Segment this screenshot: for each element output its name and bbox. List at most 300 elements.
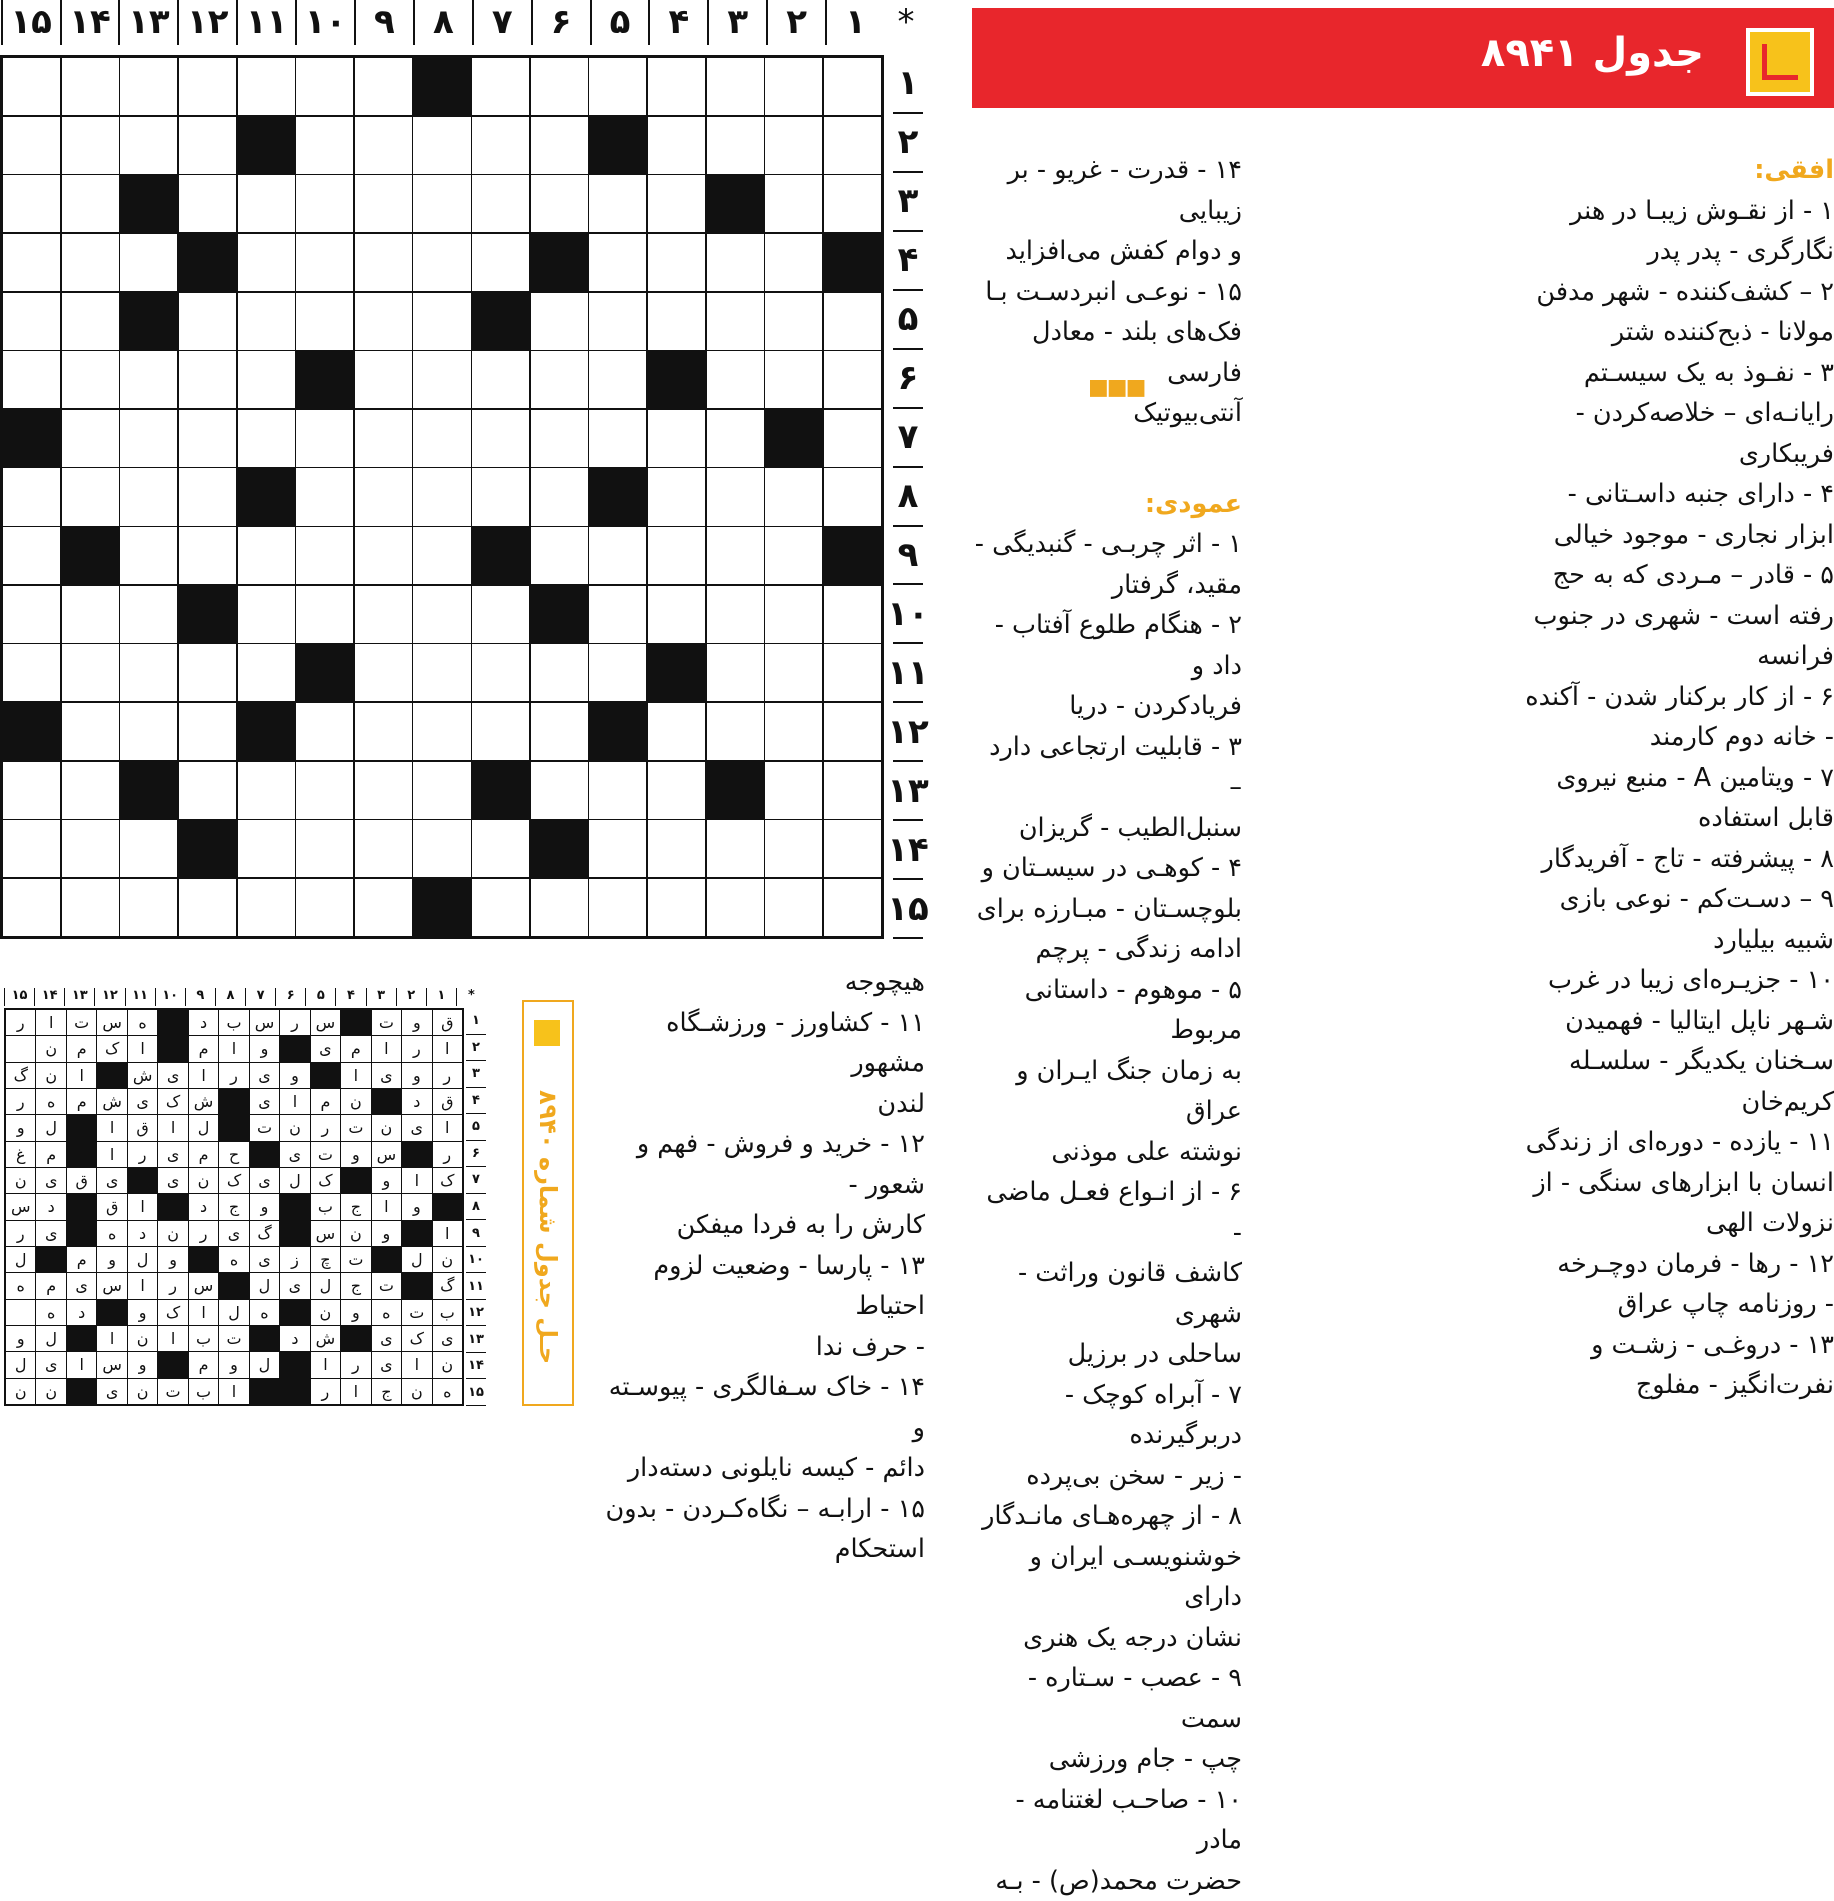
grid-cell[interactable] [3, 879, 60, 936]
grid-cell[interactable] [413, 762, 470, 819]
grid-cell[interactable] [120, 644, 177, 701]
grid-cell[interactable] [179, 117, 236, 174]
solution-cell: س [97, 1352, 126, 1377]
grid-cell[interactable] [589, 175, 646, 232]
grid-cell[interactable] [824, 58, 881, 115]
grid-cell[interactable] [707, 293, 764, 350]
clue-line: مولانا - ذبح‌کننده شتر [1298, 312, 1834, 353]
grid-cell[interactable] [531, 762, 588, 819]
solution-cell: ا [97, 1115, 126, 1140]
solution-cell: ی [433, 1326, 462, 1351]
clues-vertical-heading: عمودی: [972, 484, 1242, 525]
clue-line: شبیه بیلیارد [1298, 920, 1834, 961]
grid-cell[interactable] [179, 175, 236, 232]
clue-line: سنبل‌الطیب - گریزان [972, 808, 1242, 849]
solution-cell: ش [311, 1326, 340, 1351]
black-cell [765, 410, 822, 467]
solution-cell: ت [341, 1247, 370, 1272]
arrow-mark [1762, 44, 1798, 80]
solution-cell: ی [36, 1221, 65, 1246]
grid-cell[interactable] [120, 527, 177, 584]
grid-cell[interactable] [238, 527, 295, 584]
clue-line: ۶ - از کار برکنار شدن - آکنده [1298, 677, 1834, 718]
grid-cell[interactable] [120, 703, 177, 760]
solution-cell: ر [158, 1273, 187, 1298]
grid-cell[interactable] [238, 820, 295, 877]
grid-cell[interactable] [472, 586, 529, 643]
grid-cell[interactable] [355, 762, 412, 819]
solution-cell: ا [67, 1352, 96, 1377]
grid-cell[interactable] [413, 586, 470, 643]
grid-cell[interactable] [589, 644, 646, 701]
column-number: ۱۰ [295, 0, 354, 45]
grid-cell[interactable] [238, 58, 295, 115]
grid-cell[interactable] [3, 468, 60, 525]
grid-cell[interactable] [765, 644, 822, 701]
column-number: ۵ [590, 0, 649, 45]
solution-black-cell [189, 1247, 218, 1272]
solution-cell: ا [189, 1063, 218, 1088]
grid-cell[interactable] [3, 58, 60, 115]
solution-cell: ن [36, 1063, 65, 1088]
solution-cell: و [250, 1036, 279, 1061]
grid-cell[interactable] [179, 527, 236, 584]
solution-cell: ا [189, 1300, 218, 1325]
grid-cell[interactable] [707, 58, 764, 115]
grid-cell[interactable] [707, 703, 764, 760]
grid-cell[interactable] [355, 410, 412, 467]
grid-cell[interactable] [648, 879, 705, 936]
solution-row-number: ۱۴ [466, 1353, 486, 1380]
solution-cell: ک [311, 1168, 340, 1193]
grid-cell[interactable] [413, 703, 470, 760]
clues-horizontal [1298, 150, 1834, 1406]
grid-cell[interactable] [765, 468, 822, 525]
column-number: ۳ [707, 0, 766, 45]
grid-cell[interactable] [355, 820, 412, 877]
grid-cell[interactable] [648, 703, 705, 760]
grid-cell[interactable] [765, 762, 822, 819]
grid-cell[interactable] [3, 527, 60, 584]
grid-cell[interactable] [413, 644, 470, 701]
grid-cell[interactable] [238, 293, 295, 350]
grid-cell[interactable] [824, 703, 881, 760]
grid-cell[interactable] [355, 644, 412, 701]
solution-cell: ت [250, 1115, 279, 1140]
grid-cell[interactable] [120, 586, 177, 643]
solution-cell: ی [280, 1142, 309, 1167]
grid-cell[interactable] [472, 879, 529, 936]
grid-cell[interactable] [62, 117, 119, 174]
grid-cell[interactable] [179, 703, 236, 760]
solution-cell: ر [6, 1010, 35, 1035]
solution-cell: ی [36, 1168, 65, 1193]
grid-cell[interactable] [531, 410, 588, 467]
grid-cell[interactable] [296, 820, 353, 877]
grid-cell[interactable] [296, 234, 353, 291]
grid-cell[interactable] [3, 293, 60, 350]
grid-cell[interactable] [355, 117, 412, 174]
solution-cell: ه [128, 1010, 157, 1035]
grid-cell[interactable] [238, 762, 295, 819]
grid-cell[interactable] [472, 175, 529, 232]
grid-cell[interactable] [179, 58, 236, 115]
grid-cell[interactable] [707, 234, 764, 291]
clue-line: قابل استفاده [1298, 798, 1834, 839]
solution-cell: ن [128, 1326, 157, 1351]
grid-cell[interactable] [238, 644, 295, 701]
grid-cell[interactable] [648, 586, 705, 643]
clue-line: ۱۳ - دروغـی - زشـت و [1298, 1325, 1834, 1366]
grid-cell[interactable] [531, 879, 588, 936]
grid-cell[interactable] [531, 468, 588, 525]
grid-cell[interactable] [355, 351, 412, 408]
grid-cell[interactable] [238, 351, 295, 408]
grid-cell[interactable] [413, 410, 470, 467]
solution-cell: ل [311, 1273, 340, 1298]
clue-line: ۷ - آبراه کوچک - دربرگیرنده [972, 1375, 1242, 1456]
grid-cell[interactable] [62, 820, 119, 877]
clue-line: و دوام کفش می‌افزاید [972, 231, 1242, 272]
grid-cell[interactable] [824, 586, 881, 643]
clue-line: مقید، گرفتار [972, 565, 1242, 606]
row-number: ۱۳ [893, 762, 923, 821]
grid-cell[interactable] [120, 117, 177, 174]
grid-cell[interactable] [120, 351, 177, 408]
grid-cell[interactable] [296, 117, 353, 174]
grid-cell[interactable] [648, 293, 705, 350]
solution-cell: ن [341, 1221, 370, 1246]
grid-cell[interactable] [589, 586, 646, 643]
grid-cell[interactable] [179, 879, 236, 936]
grid-cell[interactable] [531, 351, 588, 408]
grid-cell[interactable] [413, 527, 470, 584]
solution-cell: ب [189, 1379, 218, 1404]
solution-cell: ه [250, 1300, 279, 1325]
grid-cell[interactable] [3, 175, 60, 232]
grid-cell[interactable] [648, 117, 705, 174]
grid-cell[interactable] [62, 58, 119, 115]
grid-cell[interactable] [707, 117, 764, 174]
grid-cell[interactable] [179, 351, 236, 408]
grid-cell[interactable] [765, 586, 822, 643]
grid-cell[interactable] [589, 762, 646, 819]
grid-cell[interactable] [531, 175, 588, 232]
grid-cell[interactable] [589, 410, 646, 467]
grid-cell[interactable] [531, 703, 588, 760]
grid-cell[interactable] [824, 293, 881, 350]
solution-black-cell [341, 1168, 370, 1193]
solution-cell: م [311, 1089, 340, 1114]
solution-row-number: ۱۲ [466, 1300, 486, 1327]
column-number: ۹ [354, 0, 413, 45]
solution-cell: ش [128, 1063, 157, 1088]
grid-cell[interactable] [3, 762, 60, 819]
solution-cell: ر [433, 1142, 462, 1167]
grid-cell[interactable] [707, 586, 764, 643]
solution-cell: د [67, 1300, 96, 1325]
solution-cell: ه [219, 1247, 248, 1272]
solution-column-number: ۷ [245, 988, 275, 1006]
grid-cell[interactable] [3, 644, 60, 701]
grid-cell[interactable] [648, 820, 705, 877]
black-cell [179, 234, 236, 291]
grid-cell[interactable] [472, 351, 529, 408]
grid-cell[interactable] [62, 234, 119, 291]
grid-cell[interactable] [179, 644, 236, 701]
grid-cell[interactable] [296, 410, 353, 467]
grid-cell[interactable] [62, 293, 119, 350]
clue-line: نگارگری - پدر پدر [1298, 231, 1834, 272]
grid-cell[interactable] [62, 410, 119, 467]
grid-cell[interactable] [179, 293, 236, 350]
grid-cell[interactable] [355, 293, 412, 350]
grid-cell[interactable] [413, 351, 470, 408]
solution-cell: ه [36, 1300, 65, 1325]
grid-cell[interactable] [531, 58, 588, 115]
grid-cell[interactable] [3, 234, 60, 291]
grid-cell[interactable] [413, 468, 470, 525]
grid-cell[interactable] [765, 234, 822, 291]
grid-cell[interactable] [824, 644, 881, 701]
grid-cell[interactable] [589, 293, 646, 350]
grid-cell[interactable] [589, 820, 646, 877]
solution-cell: ک [402, 1326, 431, 1351]
grid-cell[interactable] [765, 58, 822, 115]
grid-cell[interactable] [120, 468, 177, 525]
clue-line: ۸ - پیشرفته - تاج - آفریدگار [1298, 839, 1834, 880]
grid-cell[interactable] [179, 762, 236, 819]
grid-cell[interactable] [296, 293, 353, 350]
grid-cell[interactable] [120, 410, 177, 467]
grid-cell[interactable] [589, 351, 646, 408]
clues-horizontal-list [1298, 191, 1834, 1406]
grid-cell[interactable] [765, 879, 822, 936]
grid-cell[interactable] [648, 468, 705, 525]
grid-cell[interactable] [707, 410, 764, 467]
solution-cell: م [67, 1089, 96, 1114]
grid-cell[interactable] [648, 762, 705, 819]
column-number: ۶ [531, 0, 590, 45]
grid-cell[interactable] [472, 410, 529, 467]
grid-cell[interactable] [707, 468, 764, 525]
grid-cell[interactable] [765, 820, 822, 877]
grid-cell[interactable] [648, 527, 705, 584]
clue-line: ۱۲ - خرید و فروش - فهم و شعور - [603, 1124, 925, 1205]
grid-cell[interactable] [824, 879, 881, 936]
solution-black-cell [280, 1194, 309, 1219]
grid-cell[interactable] [824, 175, 881, 232]
grid-cell[interactable] [62, 879, 119, 936]
solution-cell: ن [189, 1168, 218, 1193]
grid-cell[interactable] [824, 468, 881, 525]
black-cell [120, 293, 177, 350]
solution-row-number: ۱ [466, 1008, 486, 1035]
grid-cell[interactable] [355, 468, 412, 525]
solution-cell: ر [189, 1221, 218, 1246]
grid-cell[interactable] [238, 410, 295, 467]
clue-line: شـهر ناپل ایتالیا - فهمیدن [1298, 1001, 1834, 1042]
grid-cell[interactable] [824, 351, 881, 408]
solution-cell: ق [97, 1194, 126, 1219]
black-cell [589, 117, 646, 174]
grid-cell[interactable] [413, 117, 470, 174]
grid-cell[interactable] [413, 293, 470, 350]
solution-cell: ی [250, 1247, 279, 1272]
black-cell [238, 117, 295, 174]
clue-line: دائم - کیسه نایلونی دسته‌دار [603, 1448, 925, 1489]
grid-cell[interactable] [355, 586, 412, 643]
solution-cell: د [36, 1194, 65, 1219]
grid-cell[interactable] [472, 117, 529, 174]
grid-cell[interactable] [296, 762, 353, 819]
grid-cell[interactable] [648, 175, 705, 232]
solution-cell: ل [280, 1168, 309, 1193]
grid-cell[interactable] [3, 351, 60, 408]
grid-cell[interactable] [62, 586, 119, 643]
grid-cell[interactable] [589, 527, 646, 584]
grid-cell[interactable] [765, 293, 822, 350]
grid-cell[interactable] [413, 234, 470, 291]
black-cell [472, 527, 529, 584]
grid-cell[interactable] [472, 820, 529, 877]
grid-cell[interactable] [765, 351, 822, 408]
grid-cell[interactable] [707, 879, 764, 936]
solution-label: حـل جدول شماره ۸۹۴۰ [524, 1062, 572, 1392]
grid-cell[interactable] [120, 58, 177, 115]
grid-cell[interactable] [765, 703, 822, 760]
solution-cell: ن [433, 1352, 462, 1377]
grid-cell[interactable] [296, 586, 353, 643]
grid-cell[interactable] [296, 879, 353, 936]
clue-line: ۱۲ - رها - فرمان دوچـرخه [1298, 1244, 1834, 1285]
grid-cell[interactable] [472, 468, 529, 525]
grid-cell[interactable] [3, 820, 60, 877]
black-cell [296, 351, 353, 408]
grid-cell[interactable] [824, 820, 881, 877]
grid-cell[interactable] [62, 703, 119, 760]
grid-cell[interactable] [296, 527, 353, 584]
grid-cell[interactable] [648, 410, 705, 467]
grid-cell[interactable] [238, 586, 295, 643]
grid-cell[interactable] [355, 879, 412, 936]
black-cell [707, 762, 764, 819]
solution-cell: ه [433, 1379, 462, 1404]
grid-cell[interactable] [589, 234, 646, 291]
solution-column-number: ۲ [396, 988, 426, 1006]
grid-cell[interactable] [531, 293, 588, 350]
grid-cell[interactable] [296, 468, 353, 525]
grid-cell[interactable] [648, 234, 705, 291]
grid-cell[interactable] [62, 762, 119, 819]
grid-cell[interactable] [824, 410, 881, 467]
grid-cell[interactable] [707, 351, 764, 408]
grid-cell[interactable] [62, 644, 119, 701]
grid-cell[interactable] [296, 703, 353, 760]
solution-cell: و [372, 1221, 401, 1246]
solution-column-number: ۱۳ [64, 988, 94, 1006]
solution-cell: ی [250, 1089, 279, 1114]
grid-cell[interactable] [472, 58, 529, 115]
grid-cell[interactable] [707, 644, 764, 701]
grid-cell[interactable] [648, 58, 705, 115]
solution-cell: ج [372, 1379, 401, 1404]
solution-black-cell [219, 1089, 248, 1114]
black-cell [62, 527, 119, 584]
grid-cell[interactable] [472, 703, 529, 760]
black-cell [707, 175, 764, 232]
clue-line: ۱۰ - جزیـره‌ای زیبا در غرب [1298, 960, 1834, 1001]
grid-cell[interactable] [824, 762, 881, 819]
clue-line: خوشنویسـی ایران و دارای [972, 1537, 1242, 1618]
solution-column-number: ۱۴ [34, 988, 64, 1006]
solution-cell: ل [402, 1247, 431, 1272]
solution-cell: ج [341, 1273, 370, 1298]
grid-cell[interactable] [120, 234, 177, 291]
grid-cell[interactable] [238, 175, 295, 232]
grid-cell[interactable] [296, 58, 353, 115]
grid-cell[interactable] [3, 586, 60, 643]
grid-cell[interactable] [62, 175, 119, 232]
grid-cell[interactable] [179, 410, 236, 467]
grid-cell[interactable] [472, 234, 529, 291]
grid-cell[interactable] [355, 703, 412, 760]
grid-cell[interactable] [589, 58, 646, 115]
black-cell [531, 586, 588, 643]
grid-cell[interactable] [62, 468, 119, 525]
grid-cell[interactable] [413, 820, 470, 877]
grid-cell[interactable] [355, 234, 412, 291]
grid-cell[interactable] [355, 527, 412, 584]
black-cell [238, 703, 295, 760]
grid-cell[interactable] [413, 175, 470, 232]
solution-row-number: ۸ [466, 1194, 486, 1221]
clue-line: رفته است - شهری در جنوب [1298, 596, 1834, 637]
grid-cell[interactable] [531, 644, 588, 701]
solution-black-cell [372, 1247, 401, 1272]
grid-cell[interactable] [765, 175, 822, 232]
grid-cell[interactable] [472, 644, 529, 701]
grid-cell[interactable] [707, 527, 764, 584]
grid-cell[interactable] [62, 351, 119, 408]
row-numbers [893, 55, 923, 939]
star-mark: * [456, 988, 486, 1006]
grid-cell[interactable] [296, 175, 353, 232]
grid-cell[interactable] [238, 879, 295, 936]
grid-cell[interactable] [589, 879, 646, 936]
clue-line: نوشته علی موذنی [972, 1132, 1242, 1173]
grid-cell[interactable] [355, 175, 412, 232]
grid-cell[interactable] [765, 117, 822, 174]
grid-cell[interactable] [120, 879, 177, 936]
grid-cell[interactable] [355, 58, 412, 115]
clue-line: - خانه دوم کارمند [1298, 717, 1834, 758]
grid-cell[interactable] [824, 117, 881, 174]
grid-cell[interactable] [120, 820, 177, 877]
grid-cell[interactable] [531, 527, 588, 584]
grid-cell[interactable] [531, 117, 588, 174]
solution-row-number: ۶ [466, 1141, 486, 1168]
solution-column-number: ۱۱ [125, 988, 155, 1006]
solution-column-numbers [4, 988, 486, 1006]
grid-cell[interactable] [3, 117, 60, 174]
grid-cell[interactable] [238, 234, 295, 291]
row-number: ۱۱ [893, 644, 923, 703]
clue-line: ۲ – کشف‌کننده - شهر مدفن [1298, 272, 1834, 313]
grid-cell[interactable] [765, 527, 822, 584]
grid-cell[interactable] [179, 468, 236, 525]
grid-cell[interactable] [707, 820, 764, 877]
